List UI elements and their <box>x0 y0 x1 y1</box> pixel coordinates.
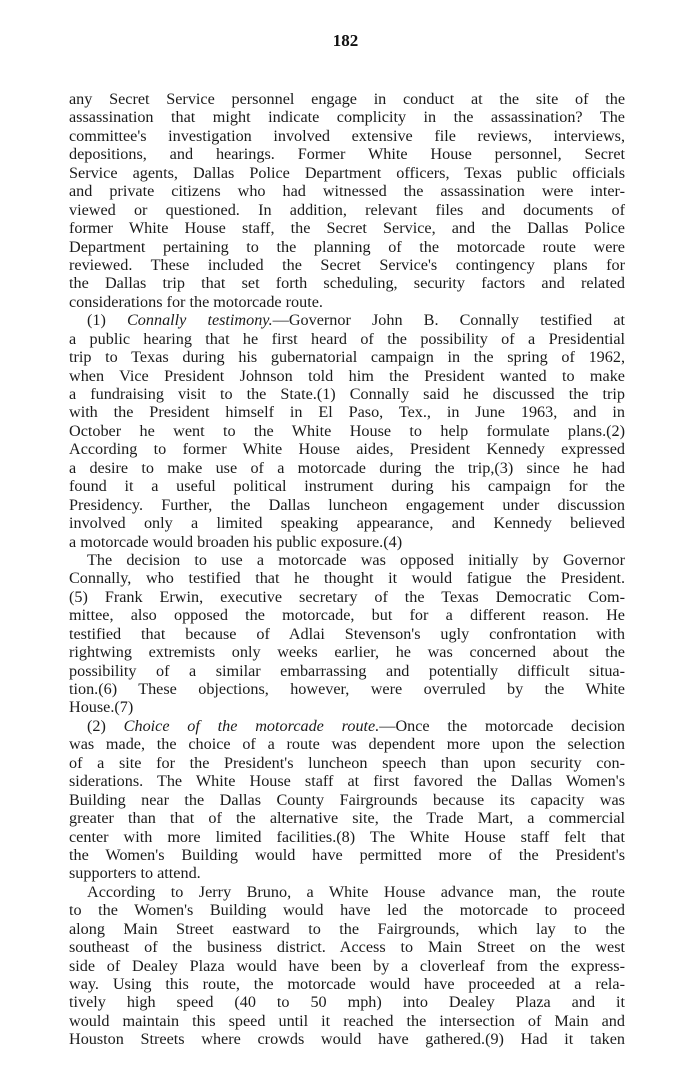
text-line: Department pertaining to the planning of the motorcade route were <box>69 237 625 256</box>
text-line: According to Jerry Bruno, a White House advance man, the route <box>87 882 625 901</box>
text-line: along Main Street eastward to the Fairgrounds, which lay to the <box>69 919 625 938</box>
section-heading: Connally testimony. <box>126 311 273 330</box>
text-line: supporters to attend. <box>69 864 201 883</box>
text-line: a fundraising visit to the State.(1) Connally said he discussed the trip <box>69 385 625 403</box>
paragraph-choice-of-route <box>69 717 625 883</box>
paragraph <box>69 551 625 717</box>
text-line: reviewed. These included the Secret Service's contingency plans for <box>69 255 625 274</box>
text-line: siderations. The White House staff at first favored the Dallas Women's <box>69 772 625 791</box>
body-text <box>69 90 625 1049</box>
text-line: any Secret Service personnel engage in conduct at the site of the <box>69 90 625 108</box>
text-line: trip to Texas during his gubernatorial campaign in the spring of 1962, <box>69 348 625 367</box>
text-line: rightwing extremists only weeks earlier, he was concerned about the <box>69 643 625 662</box>
text-line: was made, the choice of a route was dependent more upon the selection <box>69 735 625 754</box>
text-line: tion.(6) These objections, however, were overruled by the White <box>69 680 625 698</box>
text-line: Service agents, Dallas Police Department officers, Texas public officials <box>69 163 625 182</box>
paragraph-connally-testimony <box>69 311 625 551</box>
text-line: possibility of a similar embarrassing and potentially difficult situa- <box>69 661 625 680</box>
page-number: 182 <box>332 31 359 50</box>
text-line: (5) Frank Erwin, executive secretary of the Texas Democratic Com- <box>69 587 625 606</box>
text-line: mittee, also opposed the motorcade, but for a different reason. He <box>69 606 625 625</box>
text-line: when Vice President Johnson told him the President wanted to make <box>69 366 625 385</box>
text-line: center with more limited facilities.(8) The White House staff felt that <box>69 827 625 846</box>
text-line: a motorcade would broaden his public exposure.(4) <box>69 532 403 551</box>
text-line: greater than that of the alternative site, the Trade Mart, a commercial <box>69 809 625 828</box>
text-line: of a site for the President's luncheon speech than upon security con- <box>69 753 625 772</box>
text-line: Connally, who testified that he thought it would fatigue the President. <box>69 569 625 588</box>
text-line: southeast of the business district. Access to Main Street on the west <box>69 938 625 957</box>
text-line: side of Dealey Plaza would have been by a cloverleaf from the express- <box>69 956 625 975</box>
text-line: October he went to the White House to help formulate plans.(2) <box>69 421 625 440</box>
section-heading-line <box>69 311 625 329</box>
text-line: assassination that might indicate complicity in the assassination? The <box>69 108 625 127</box>
text-line: former White House staff, the Secret Service, and the Dallas Police <box>69 219 625 238</box>
text-line: a desire to make use of a motorcade during the trip,(3) since he had <box>69 458 625 477</box>
text-line: depositions, and hearings. Former White House personnel, Secret <box>69 145 625 164</box>
text-line: House.(7) <box>69 698 134 717</box>
heading-number: (1) <box>87 311 127 330</box>
text-line: Presidency. Further, the Dallas luncheon engagement under discussion <box>69 495 625 514</box>
text-line: Building near the Dallas County Fairgrounds because its capacity was <box>69 790 625 809</box>
text-line: would maintain this speed until it reached the intersection of Main and <box>69 1011 625 1030</box>
heading-continuation: —Once the motorcade decision <box>379 716 626 735</box>
section-heading-line <box>69 717 625 735</box>
section-heading: Choice of the motorcade route. <box>123 716 380 735</box>
text-line: committee's investigation involved extensive file reviews, interviews, <box>69 126 625 145</box>
text-line: and private citizens who had witnessed the assassination were inter- <box>69 182 625 201</box>
text-line: found it a useful political instrument during his campaign for the <box>69 477 625 496</box>
text-line: testified that because of Adlai Stevenson's ugly confrontation with <box>69 624 625 643</box>
text-line: the Dallas trip that set forth scheduling, security factors and related <box>69 274 625 293</box>
paragraph <box>69 90 625 311</box>
text-line: with the President himself in El Paso, Tex., in June 1963, and in <box>69 403 625 422</box>
text-line: the Women's Building would have permitted more of the President's <box>69 845 625 864</box>
text-line: According to former White House aides, President Kennedy expressed <box>69 440 625 459</box>
heading-number: (2) <box>87 716 124 735</box>
text-line: a public hearing that he first heard of the possibility of a Presidential <box>69 329 625 348</box>
text-line: considerations for the motorcade route. <box>69 292 323 311</box>
heading-continuation: —Governor John B. Connally testified at <box>272 311 625 330</box>
text-line: to the Women's Building would have led the motorcade to proceed <box>69 901 625 920</box>
text-line: viewed or questioned. In addition, relevant files and documents of <box>69 200 625 219</box>
paragraph <box>69 883 625 1049</box>
text-line: way. Using this route, the motorcade would have proceeded at a rela- <box>69 975 625 993</box>
text-line: involved only a limited speaking appearance, and Kennedy believed <box>69 514 625 533</box>
text-line: The decision to use a motorcade was opposed initially by Governor <box>87 550 625 569</box>
text-line: Houston Streets where crowds would have gathered.(9) Had it taken <box>69 1030 625 1049</box>
text-line: tively high speed (40 to 50 mph) into Dealey Plaza and it <box>69 993 625 1012</box>
